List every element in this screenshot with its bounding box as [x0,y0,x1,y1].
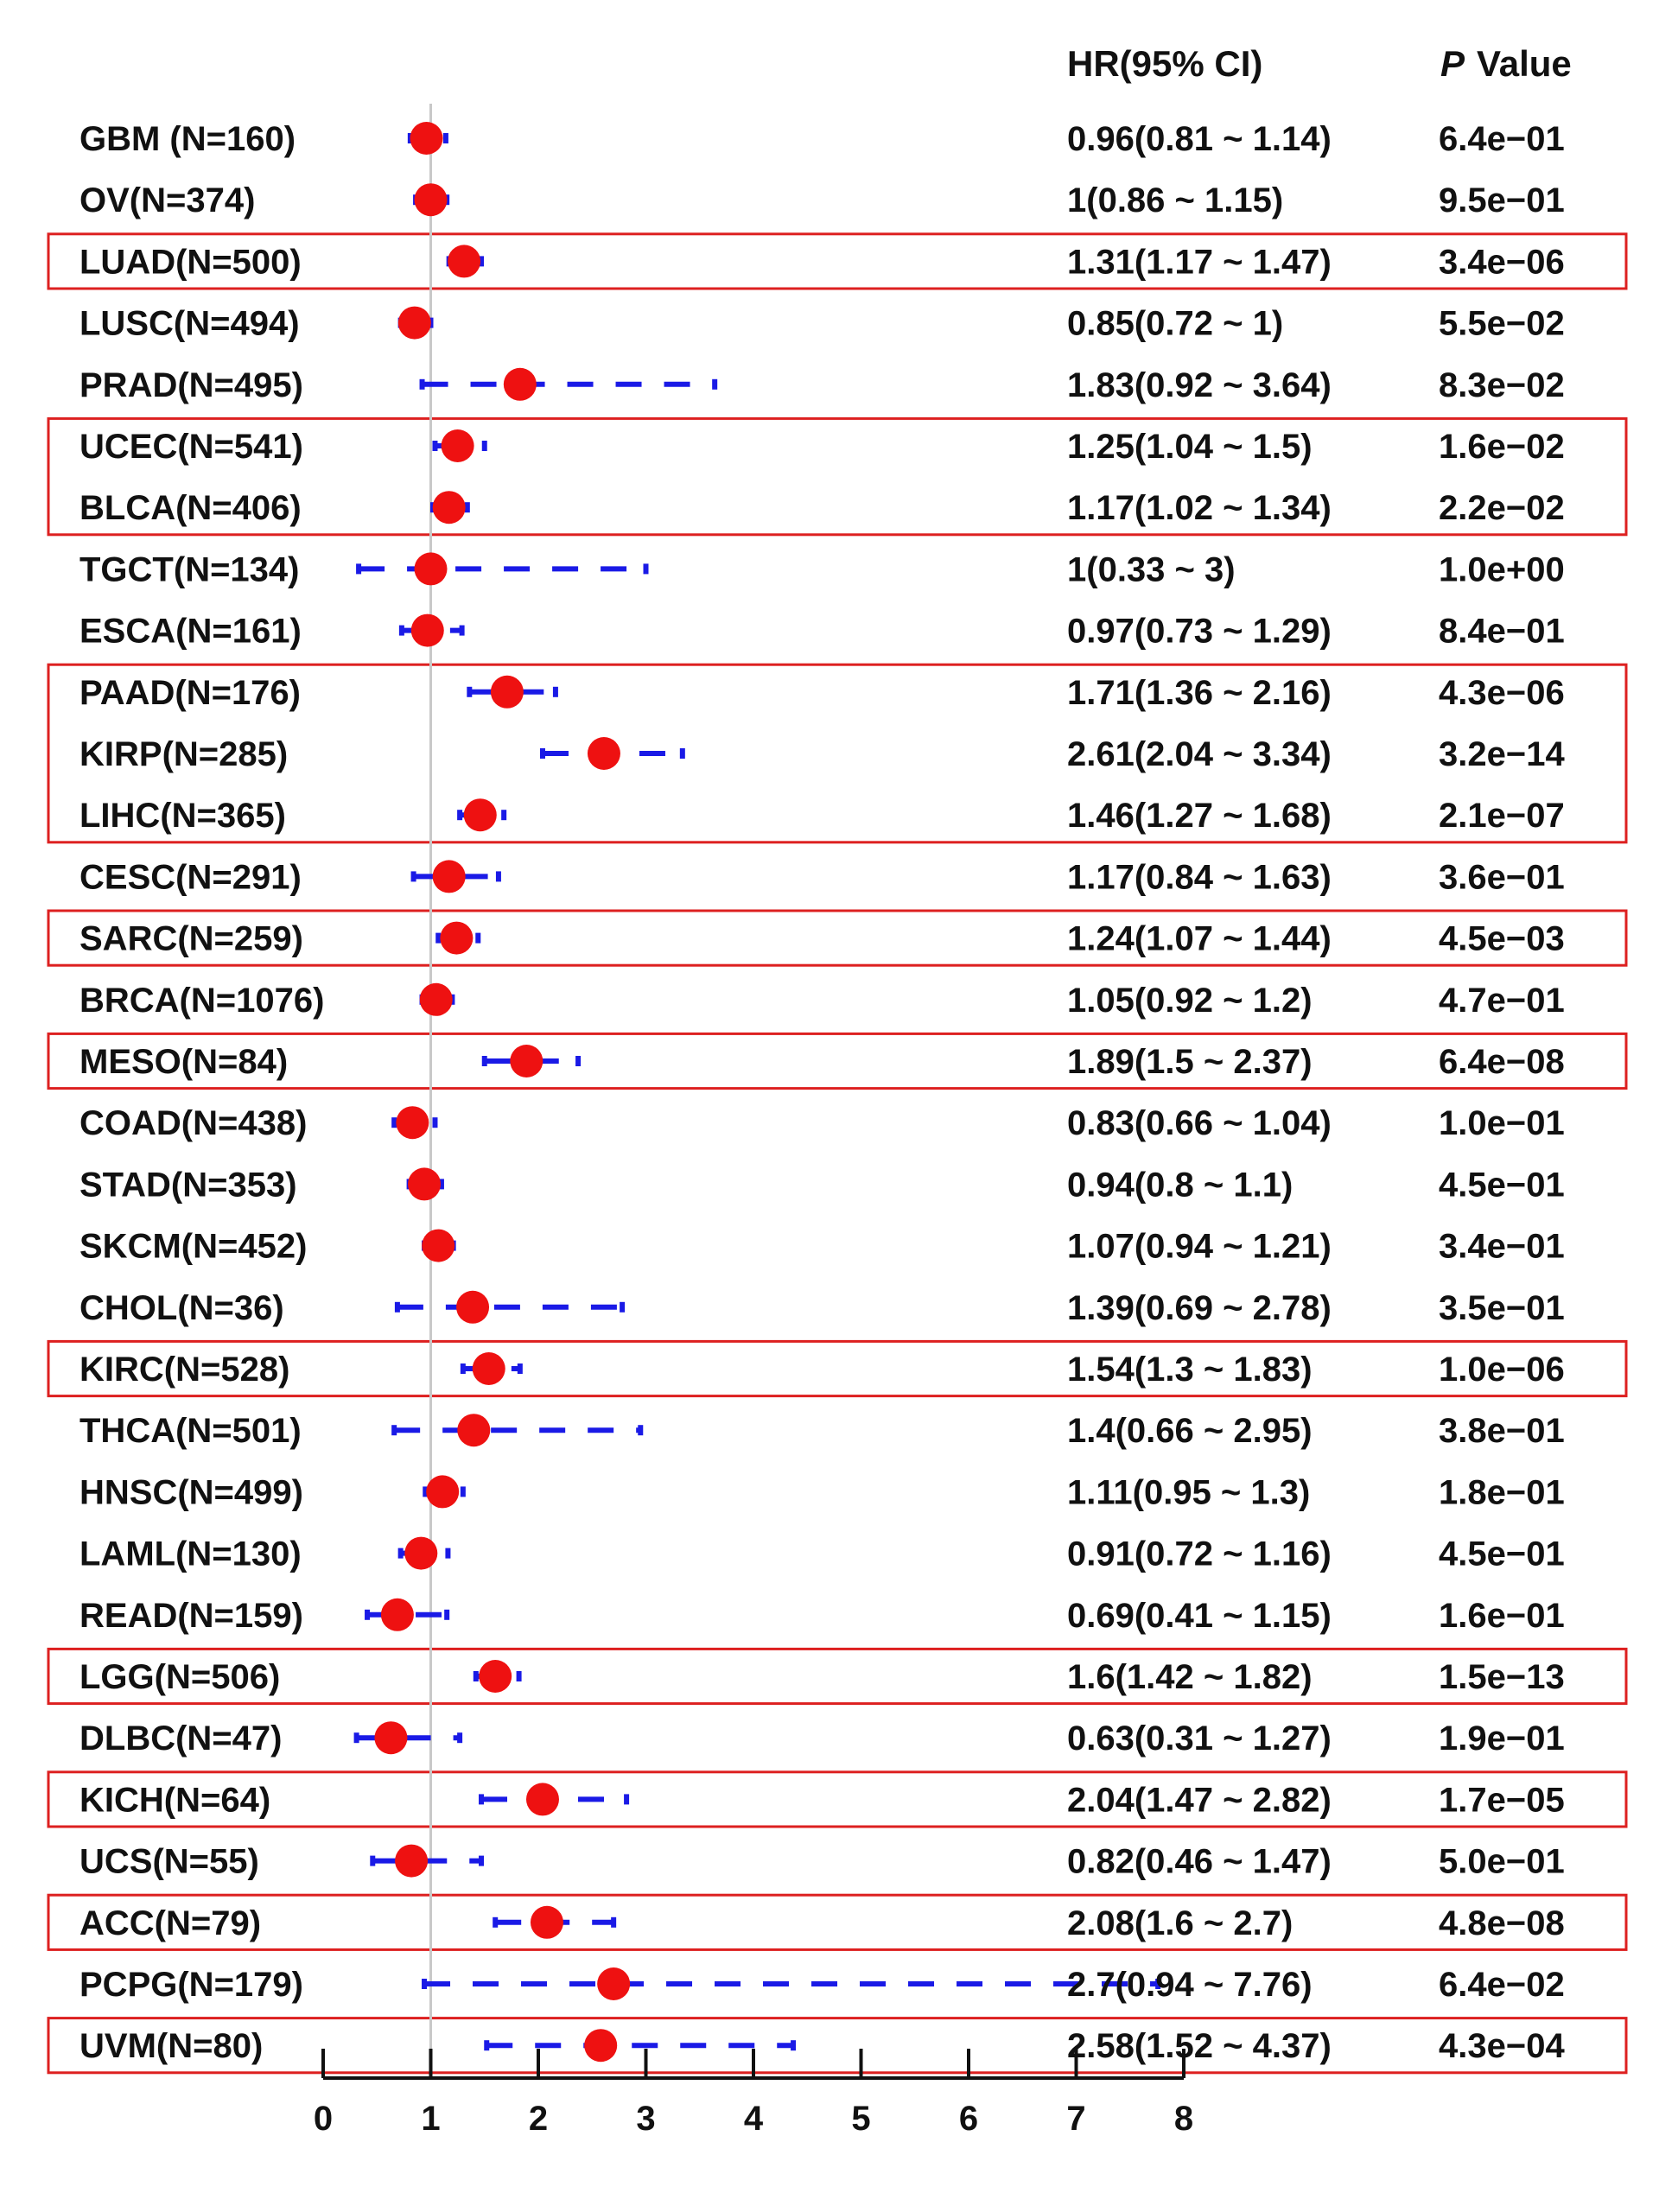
p-value-text: 1.0e+00 [1439,550,1565,589]
p-value-text: 4.8e−08 [1439,1904,1565,1942]
hr-point [491,676,524,709]
hr-ci-text: 2.7(0.94 ~ 7.76) [1067,1966,1313,2004]
cancer-label: LIHC(N=365) [79,797,286,836]
hr-point [374,1721,407,1754]
p-value-column-header [1440,43,1572,84]
x-tick-label: 5 [851,2100,871,2138]
hr-ci-text: 1.07(0.94 ~ 1.21) [1067,1227,1332,1266]
cancer-label: KIRP(N=285) [79,735,289,773]
hr-ci-text: 1.46(1.27 ~ 1.68) [1067,797,1332,836]
cancer-label: CESC(N=291) [79,858,302,897]
hr-ci-text: 0.96(0.81 ~ 1.14) [1067,120,1332,158]
hr-point [411,614,444,647]
hr-ci-text: 1.11(0.95 ~ 1.3) [1067,1473,1311,1512]
cancer-label: ESCA(N=161) [79,612,302,651]
hr-point [381,1599,414,1631]
cancer-label: UCS(N=55) [79,1842,259,1881]
hr-ci-values [1067,120,1332,2065]
p-value-text: 6.4e−02 [1439,1966,1565,2004]
hr-point [448,245,480,277]
hr-ci-text: 0.91(0.72 ~ 1.16) [1067,1535,1332,1573]
confidence-intervals [357,133,1159,2050]
hr-column-header: HR(95% CI) [1067,43,1263,84]
hr-point [410,122,443,155]
highlight-box [48,1772,1626,1827]
cancer-label: COAD(N=438) [79,1104,308,1143]
hr-point [395,1845,428,1878]
cancer-label: DLBC(N=47) [79,1719,283,1758]
x-axis [314,2049,1193,2138]
p-value-text: 8.3e−02 [1439,365,1565,404]
hr-point [531,1906,563,1939]
cancer-label: LGG(N=506) [79,1658,281,1696]
cancer-labels [79,120,324,2065]
hr-ci-text: 0.85(0.72 ~ 1) [1067,304,1284,343]
cancer-label: LUSC(N=494) [79,304,300,343]
hr-ci-text: 0.69(0.41 ~ 1.15) [1067,1596,1332,1635]
cancer-label: CHOL(N=36) [79,1288,284,1327]
p-values [1439,120,1565,2065]
cancer-label: LAML(N=130) [79,1535,302,1573]
hr-point [422,1230,454,1262]
cancer-label: KIRC(N=528) [79,1351,290,1389]
x-tick-label: 8 [1173,2100,1194,2138]
p-value-text: 4.5e−03 [1439,919,1565,958]
hr-point [433,491,466,524]
p-value-text: 3.8e−01 [1439,1412,1565,1451]
hr-point [510,1045,543,1077]
hr-point [426,1475,459,1508]
cancer-label: PRAD(N=495) [79,365,303,404]
hr-point [442,429,474,462]
p-value-text: 3.2e−14 [1439,735,1565,773]
cancer-label: SKCM(N=452) [79,1227,308,1266]
cancer-label: THCA(N=501) [79,1412,302,1451]
hr-ci-text: 1.05(0.92 ~ 1.2) [1067,981,1313,1020]
cancer-label: UCEC(N=541) [79,428,303,466]
hr-point [420,983,453,1016]
hr-point [588,737,620,770]
hr-ci-text: 1.17(1.02 ~ 1.34) [1067,489,1332,528]
hr-ci-text: 0.94(0.8 ~ 1.1) [1067,1166,1294,1205]
hr-ci-text: 2.58(1.52 ~ 4.37) [1067,2027,1332,2066]
p-value-text: 1.7e−05 [1439,1781,1565,1820]
p-value-text: 3.4e−01 [1439,1227,1565,1266]
hr-point [479,1660,512,1693]
hr-point [415,552,448,585]
x-tick-label: 1 [421,2100,441,2138]
hr-point [597,1967,630,2000]
cancer-label: PCPG(N=179) [79,1966,303,2004]
hr-point [404,1537,437,1570]
p-value-text: 9.5e−01 [1439,181,1565,220]
cancer-label: KICH(N=64) [79,1781,271,1820]
p-value-text: 2.2e−02 [1439,489,1565,528]
hr-ci-text: 1(0.86 ~ 1.15) [1067,181,1284,220]
hr-ci-text: 1.71(1.36 ~ 2.16) [1067,673,1332,712]
cancer-label: BLCA(N=406) [79,489,302,528]
p-value-text: 4.3e−04 [1439,2027,1565,2066]
p-value-text: 2.1e−07 [1439,797,1565,836]
hr-point [504,368,537,401]
hr-ci-text: 1.6(1.42 ~ 1.82) [1067,1658,1313,1696]
hr-point [433,860,466,893]
hr-ci-text: 2.04(1.47 ~ 2.82) [1067,1781,1332,1820]
hr-point [415,183,448,216]
x-tick-label: 4 [743,2100,764,2138]
p-value-text: 3.5e−01 [1439,1288,1565,1327]
hr-ci-text: 1.4(0.66 ~ 2.95) [1067,1412,1313,1451]
hr-ci-text: 1.25(1.04 ~ 1.5) [1067,428,1313,466]
highlight-box [48,1649,1626,1703]
hr-point [408,1167,441,1200]
p-value-text: 6.4e−08 [1439,1043,1565,1081]
cancer-label: STAD(N=353) [79,1166,297,1205]
p-value-text: 1.5e−13 [1439,1658,1565,1696]
p-value-text: 8.4e−01 [1439,612,1565,651]
p-value-text: 1.0e−06 [1439,1351,1565,1389]
p-value-text: 6.4e−01 [1439,120,1565,158]
hr-ci-text: 1.31(1.17 ~ 1.47) [1067,243,1332,282]
hr-point [456,1291,489,1324]
p-value-text: 5.5e−02 [1439,304,1565,343]
hr-point [464,798,497,831]
p-value-text: 3.4e−06 [1439,243,1565,282]
x-tick-label: 6 [958,2100,979,2138]
p-value-text: 4.5e−01 [1439,1166,1565,1205]
highlight-box [48,2018,1626,2073]
hr-ci-text: 0.63(0.31 ~ 1.27) [1067,1719,1332,1758]
hr-ci-text: 1.54(1.3 ~ 1.83) [1067,1351,1313,1389]
cancer-label: READ(N=159) [79,1596,303,1635]
cancer-label: HNSC(N=499) [79,1473,303,1512]
cancer-label: GBM (N=160) [79,120,296,158]
x-tick-label: 2 [528,2100,549,2138]
cancer-label: UVM(N=80) [79,2027,264,2066]
cancer-label: LUAD(N=500) [79,243,302,282]
p-value-text: 1.6e−01 [1439,1596,1565,1635]
hr-ci-text: 1.83(0.92 ~ 3.64) [1067,365,1332,404]
hr-ci-text: 1(0.33 ~ 3) [1067,550,1236,589]
p-value-text: 1.8e−01 [1439,1473,1565,1512]
cancer-label: OV(N=374) [79,181,256,220]
value-word: Value [1477,43,1572,84]
p-letter: P [1440,43,1465,84]
hr-ci-text: 0.82(0.46 ~ 1.47) [1067,1842,1332,1881]
hr-point [457,1414,490,1446]
cancer-label: ACC(N=79) [79,1904,262,1942]
hr-point [396,1106,429,1139]
p-value-text: 1.9e−01 [1439,1719,1565,1758]
x-tick-label: 7 [1066,2100,1086,2138]
p-value-text: 5.0e−01 [1439,1842,1565,1881]
hr-ci-text: 1.24(1.07 ~ 1.44) [1067,919,1332,958]
p-value-text: 4.7e−01 [1439,981,1565,1020]
cancer-label: PAAD(N=176) [79,673,301,712]
hr-ci-text: 0.97(0.73 ~ 1.29) [1067,612,1332,651]
p-value-text: 1.0e−01 [1439,1104,1565,1143]
cancer-label: TGCT(N=134) [79,550,300,589]
hr-point [584,2029,617,2062]
cancer-label: BRCA(N=1076) [79,981,325,1020]
hr-ci-text: 2.08(1.6 ~ 2.7) [1067,1904,1294,1942]
p-value-text: 1.6e−02 [1439,428,1565,466]
p-value-text: 4.5e−01 [1439,1535,1565,1573]
x-tick-label: 3 [636,2100,656,2138]
hr-point [398,307,431,340]
cancer-label: MESO(N=84) [79,1043,289,1081]
hr-point [473,1352,505,1385]
p-value-text: 3.6e−01 [1439,858,1565,897]
hr-ci-text: 0.83(0.66 ~ 1.04) [1067,1104,1332,1143]
hr-ci-text: 2.61(2.04 ~ 3.34) [1067,735,1332,773]
cancer-label: SARC(N=259) [79,919,303,958]
p-value-text: 4.3e−06 [1439,673,1565,712]
x-tick-label: 0 [313,2100,334,2138]
hr-ci-text: 1.17(0.84 ~ 1.63) [1067,858,1332,897]
hr-point [440,922,473,955]
hr-ci-text: 1.89(1.5 ~ 2.37) [1067,1043,1313,1081]
highlight-box [48,1895,1626,1949]
hr-ci-text: 1.39(0.69 ~ 2.78) [1067,1288,1332,1327]
hr-point [526,1783,559,1815]
